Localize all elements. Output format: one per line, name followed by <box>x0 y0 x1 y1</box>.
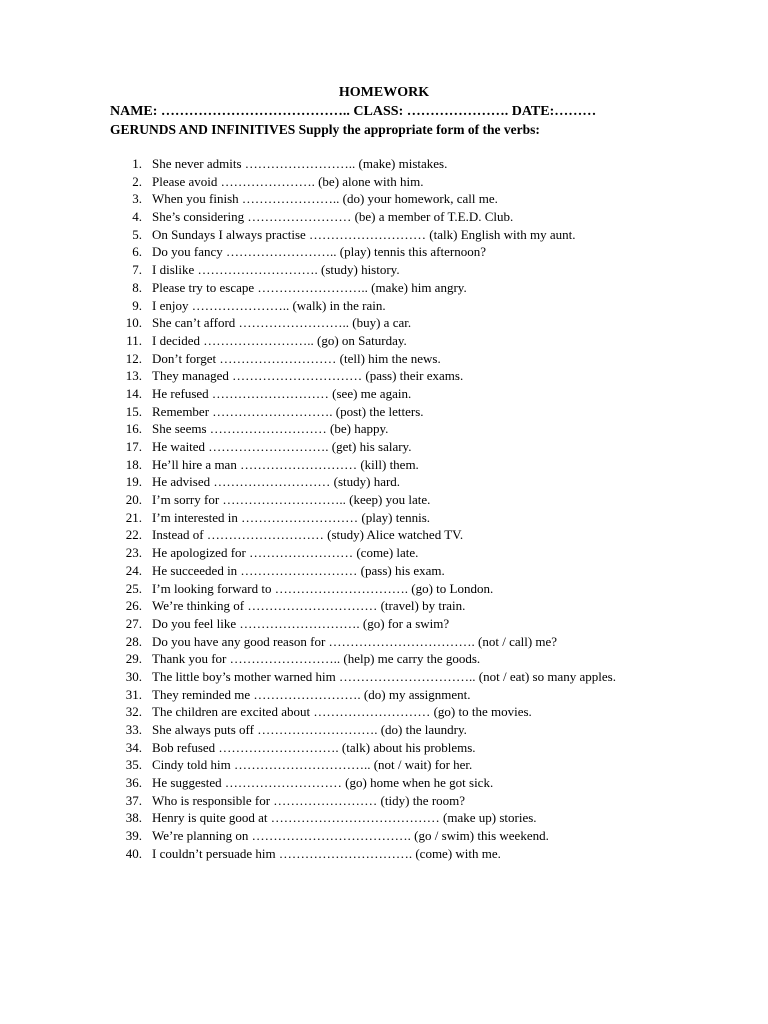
exercise-number: 28. <box>125 633 142 649</box>
exercise-sentence: He refused ……………………… (see) me again. <box>152 385 412 401</box>
exercise-number: 13. <box>125 368 142 384</box>
exercise-number: 12. <box>125 350 142 366</box>
exercise-number: 9. <box>132 297 142 313</box>
exercise-number: 21. <box>125 509 142 525</box>
exercise-sentence: He’ll hire a man ……………………… (kill) them. <box>152 456 419 472</box>
exercise-sentence: He apologized for …………………… (come) late. <box>152 545 419 561</box>
exercise-number: 30. <box>125 668 142 684</box>
exercise-instructions: GERUNDS AND INFINITIVES Supply the appropriate form of the verbs: <box>110 122 540 137</box>
exercise-number: 24. <box>125 562 142 578</box>
exercise-sentence: The little boy’s mother warned him ………………………….. (not / eat) so many apples. <box>152 668 616 684</box>
exercise-sentence: On Sundays I always practise ……………………… (talk) English with my aunt. <box>152 226 576 242</box>
exercise-number: 36. <box>125 775 142 791</box>
exercise-sentence: Please try to escape …………………….. (make) him angry. <box>152 279 467 295</box>
exercise-sentence: We’re planning on ………………………………. (go / swim) this weekend. <box>152 828 549 844</box>
exercise-sentence: I dislike ………………………. (study) history. <box>152 262 400 278</box>
exercise-number: 16. <box>125 421 142 437</box>
exercise-sentence: She always puts off ………………………. (do) the laundry. <box>152 722 467 737</box>
exercise-sentence: We’re thinking of ………………………… (travel) by train. <box>152 598 466 614</box>
exercise-number: 8. <box>132 279 142 295</box>
exercise-sentence: Bob refused ………………………. (talk) about his problems. <box>152 739 476 755</box>
exercise-sentence: Please avoid …………………. (be) alone with him. <box>152 173 424 189</box>
exercise-number: 1. <box>132 156 142 171</box>
exercise-number: 15. <box>125 403 142 419</box>
exercise-sentence: She can’t afford …………………….. (buy) a car. <box>152 315 412 331</box>
exercise-sentence: She never admits …………………….. (make) mistakes. <box>152 156 448 171</box>
exercise-sentence: He advised ……………………… (study) hard. <box>152 474 401 490</box>
exercise-sentence: I’m sorry for ……………………….. (keep) you late. <box>152 492 431 508</box>
exercise-number: 10. <box>125 315 142 331</box>
exercise-number: 7. <box>132 262 142 278</box>
exercise-number: 18. <box>125 456 142 472</box>
exercise-sentence: The children are excited about ……………………… (go) to the movies. <box>152 704 532 720</box>
exercise-sentence: Remember ………………………. (post) the letters. <box>152 403 424 419</box>
exercise-number: 39. <box>125 828 142 844</box>
exercise-sentence: I couldn’t persuade him …………………………. (come) with me. <box>152 845 501 861</box>
exercise-sentence: Instead of ……………………… (study) Alice watched TV. <box>152 527 464 543</box>
exercise-number: 33. <box>125 722 142 737</box>
exercise-sentence: When you finish ………………….. (do) your homework, call me. <box>152 191 498 207</box>
page-title: HOMEWORK <box>338 85 430 100</box>
exercise-sentence: Henry is quite good at ………………………………… (make up) stories. <box>152 810 537 826</box>
name-class-date-line: NAME: ………………………………….. CLASS: …………………. DATE:……… <box>110 104 597 119</box>
exercise-number: 4. <box>132 209 142 225</box>
exercise-number: 27. <box>125 615 142 631</box>
exercise-number: 19. <box>125 474 142 490</box>
exercise-number: 25. <box>125 580 142 596</box>
exercise-sentence: I enjoy ………………….. (walk) in the rain. <box>152 297 386 313</box>
exercise-sentence: They reminded me ……………………. (do) my assignment. <box>152 686 471 702</box>
exercise-sentence: He waited ………………………. (get) his salary. <box>152 439 412 454</box>
exercise-number: 5. <box>132 226 142 242</box>
exercise-number: 38. <box>125 810 142 826</box>
exercise-number: 29. <box>125 651 142 667</box>
exercise-number: 40. <box>125 845 142 861</box>
exercise-number: 32. <box>125 704 142 720</box>
exercise-number: 35. <box>125 757 142 773</box>
exercise-number: 37. <box>125 792 142 808</box>
exercise-sentence: Do you fancy …………………….. (play) tennis this afternoon? <box>152 244 486 260</box>
exercise-sentence: Who is responsible for …………………… (tidy) the room? <box>152 792 466 808</box>
exercise-number: 22. <box>125 527 142 543</box>
exercise-sentence: He succeeded in ……………………… (pass) his exam. <box>152 562 445 578</box>
exercise-sentence: Do you feel like ………………………. (go) for a swim? <box>152 615 450 631</box>
exercise-sentence: Don’t forget ……………………… (tell) him the news. <box>152 350 441 366</box>
exercise-sentence: Do you have any good reason for ……………………………. (not / call) me? <box>152 633 558 649</box>
exercise-number: 20. <box>125 492 142 508</box>
exercise-sentence: She seems ……………………… (be) happy. <box>152 421 389 437</box>
exercise-number: 26. <box>125 598 142 614</box>
exercise-sentence: He suggested ……………………… (go) home when he got sick. <box>152 775 494 791</box>
exercise-sentence: I’m interested in ……………………… (play) tennis. <box>152 509 431 525</box>
exercise-sentence: She’s considering …………………… (be) a member of T.E.D. Club. <box>152 209 514 225</box>
exercise-number: 31. <box>125 686 142 702</box>
exercise-sentence: They managed ………………………… (pass) their exams. <box>152 368 464 384</box>
exercise-sentence: I’m looking forward to …………………………. (go) to London. <box>152 580 494 596</box>
exercise-number: 3. <box>132 191 142 207</box>
exercise-number: 17. <box>125 439 142 454</box>
exercise-number: 23. <box>125 545 142 561</box>
exercise-number: 14. <box>125 385 142 401</box>
exercise-number: 2. <box>132 173 142 189</box>
exercise-number: 11. <box>126 332 142 348</box>
exercise-number: 34. <box>125 739 142 755</box>
exercise-number: 6. <box>132 244 142 260</box>
exercise-sentence: Cindy told him ………………………….. (not / wait) for her. <box>152 757 473 773</box>
exercise-sentence: I decided …………………….. (go) on Saturday. <box>152 332 407 348</box>
exercise-sentence: Thank you for …………………….. (help) me carry the goods. <box>152 651 481 667</box>
